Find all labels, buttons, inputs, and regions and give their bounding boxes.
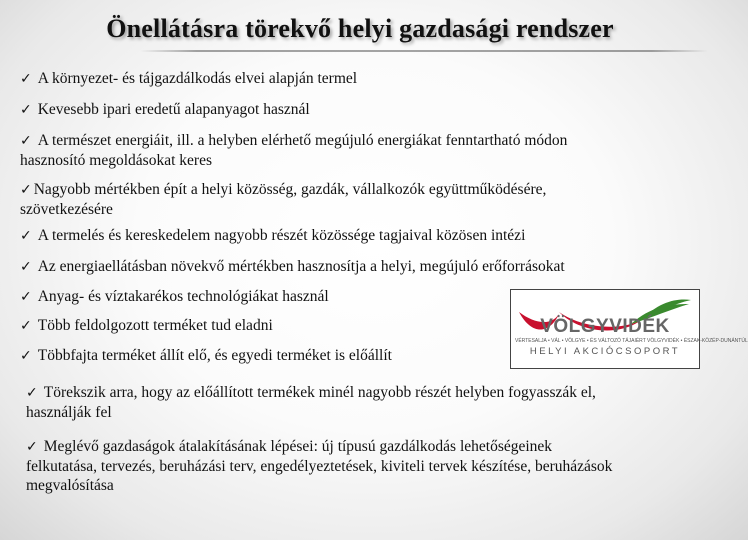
list-item: ✓ Kevesebb ipari eredetű alapanyagot használ <box>20 101 310 118</box>
list-item: ✓ Többfajta terméket állít elő, és egyedi terméket is előállít <box>20 347 392 364</box>
check-icon: ✓ <box>20 71 32 87</box>
check-icon: ✓ <box>20 318 32 334</box>
check-icon: ✓ <box>20 348 32 364</box>
list-item: ✓ Több feldolgozott terméket tud eladni <box>20 317 273 334</box>
check-icon: ✓ <box>20 259 32 275</box>
page-title: Önellátásra törekvő helyi gazdasági rendszer <box>106 14 614 43</box>
list-item: ✓ Anyag- és víztakarékos technológiákat használ <box>20 288 329 305</box>
logo-subtitle: HELYI AKCIÓCSOPORT <box>529 346 681 357</box>
list-item: ✓ Az energiaellátásban növekvő mértékben hasznosítja a helyi, megújuló erőforrásokat <box>20 258 565 275</box>
volgyvidek-logo <box>510 289 748 369</box>
check-icon: ✓ <box>20 182 32 198</box>
check-icon: ✓ <box>20 289 32 305</box>
check-icon: ✓ <box>20 228 32 244</box>
list-item: ✓ Törekszik arra, hogy az előállított termékek minél nagyobb részét helyben fogyasszák el, használják fel <box>26 384 596 421</box>
list-item: ✓ Meglévő gazdaságok átalakításának lépései: új típusú gazdálkodás lehetőségeinek felkutatása, tervezés, beruházási terv, engedélyeztetések, kiviteli tervek készítése, beruházások megvalósítása <box>26 438 613 494</box>
list-item: ✓ A természet energiáit, ill. a helyben elérhető megújuló energiákat fenntartható módon hasznosító megoldásokat keres <box>20 132 568 169</box>
title-divider <box>140 50 708 52</box>
check-icon: ✓ <box>20 102 32 118</box>
list-item: ✓ Nagyobb mértékben épít a helyi közösség, gazdák, vállalkozók együttműködésére, szövetkezésére <box>20 181 547 218</box>
logo-small-text: VÉRTESALJA • VÁL • VÖLGYE • ÉS VÁLTOZÓ TÁJAIÉRT VÖLGYVIDÉK • ÉSZAK-KÖZÉP-DUNÁNTÚL <box>515 338 748 344</box>
check-icon: ✓ <box>26 439 38 455</box>
check-icon: ✓ <box>26 385 38 401</box>
logo-wordmark: VÖLGYVIDÉK <box>540 316 670 337</box>
check-icon: ✓ <box>20 133 32 149</box>
list-item: ✓ A környezet- és tájgazdálkodás elvei alapján termel <box>20 70 358 87</box>
list-item: ✓ A termelés és kereskedelem nagyobb részét közössége tagjaival közösen intézi <box>20 227 526 244</box>
